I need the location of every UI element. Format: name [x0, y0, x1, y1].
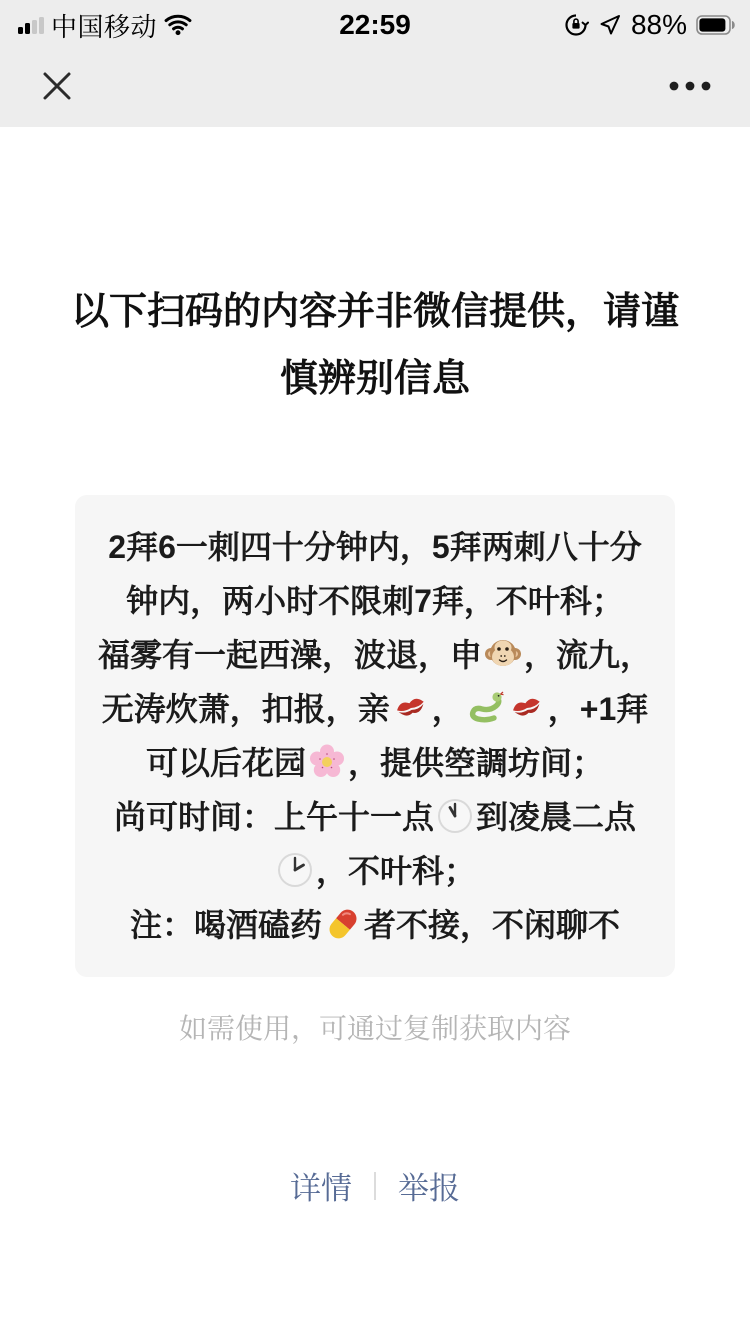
scanned-content-box	[75, 495, 675, 977]
hint-text: 如需使用，可通过复制获取内容	[178, 1013, 571, 1044]
snake-icon	[466, 689, 504, 727]
more-button[interactable]	[668, 80, 712, 92]
content-line: 注：喝酒磕药 者不接，不闲聊不	[129, 907, 621, 943]
content-line: 尚可时间：上午十一点 到凌晨二点 ，不叶科；	[113, 799, 637, 889]
content-line: 2拜6一刺四十分钟内，5拜两刺八十分钟内，两小时不限刺7拜，不叶科；	[108, 529, 642, 619]
report-link[interactable]: 举报	[398, 1171, 460, 1206]
rotation-lock-icon	[563, 12, 589, 38]
kiss-mark-icon	[392, 689, 430, 727]
close-button[interactable]	[38, 67, 76, 105]
carrier-label: 中国移动	[51, 11, 158, 42]
footer	[0, 1163, 750, 1208]
close-icon	[38, 67, 76, 105]
location-arrow-icon	[598, 13, 622, 37]
monkey-face-icon	[484, 635, 522, 673]
nav-bar	[0, 44, 750, 127]
footer-divider	[374, 1172, 376, 1200]
battery-icon	[696, 15, 736, 35]
warning-title: 以下扫码的内容并非微信提供，请谨慎辨别信息	[70, 291, 679, 400]
status-bar	[0, 0, 750, 44]
battery-percent-label: 88%	[630, 9, 687, 40]
cherry-blossom-icon	[308, 743, 346, 781]
status-time: 22:59	[339, 9, 411, 40]
detail-link[interactable]: 详情	[290, 1171, 352, 1206]
header	[0, 0, 750, 127]
clock-eleven-icon	[436, 797, 474, 835]
clock-two-icon	[276, 851, 314, 889]
content-line: 福雾有一起西澡，波退，申 ，流九，无涛炊萧，扣报，亲 ， ，+1拜可以后花园 ，提供箜調坊间；	[97, 637, 653, 781]
more-icon	[668, 80, 712, 92]
kiss-mark-icon	[508, 689, 546, 727]
pill-icon	[324, 905, 362, 943]
